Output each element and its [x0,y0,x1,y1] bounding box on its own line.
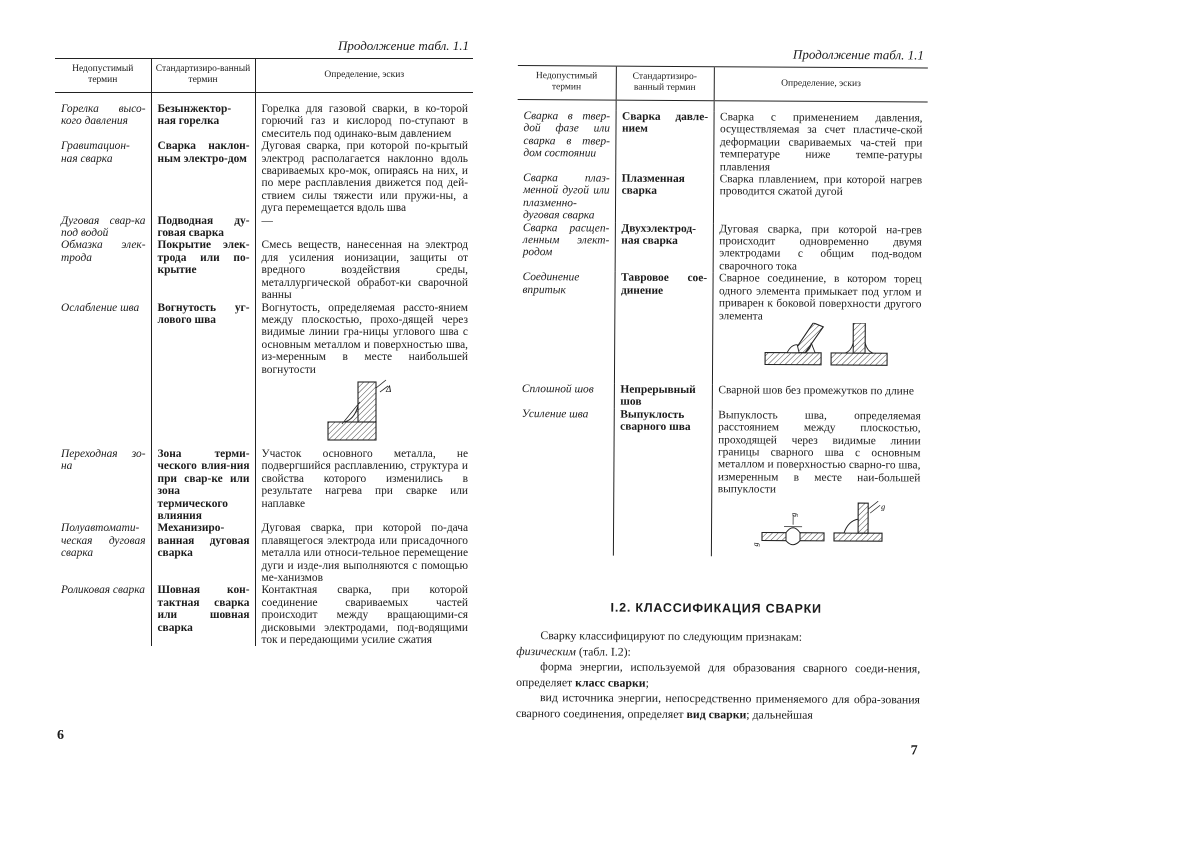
header-standard-term: Стандартизиро-ванный термин [151,59,255,93]
banned-term: Усиление шва [521,407,589,421]
standard-term: Подводная ду-говая сварка [151,215,255,240]
sketch-label: g [788,512,798,517]
body-paragraph: форма энергии, используемой для образования сварного соеди-нения, определяет класс сварки; [516,659,921,690]
banned-term: Гравитацион-ная сварка [61,140,130,165]
definition: Сварка с применением давления, осуществляемая за счет пластиче-ской деформации свариваемых ча-стей при температуре ниже темпе-ратуры плавления [713,111,927,174]
header-banned-term: Недопустимый термин [518,65,616,100]
weld-reinforcement-sketch [717,496,919,557]
terms-table [55,58,473,646]
sketch-label: Δ [385,383,391,394]
definition: Контактная сварка, при которой соединение свариваемых частей происходит между вращающими-ся дисковыми электродами, под-водящими ток и передающими усилие сжатия [255,584,473,646]
banned-term: Дуговая свар-ка под водой [61,214,146,240]
table-header-row [55,59,473,93]
header-definition: Определение, эскиз [255,59,473,93]
table-row [55,302,473,448]
section-body [516,628,921,724]
table-row [517,172,927,224]
standard-term: Зона терми-ческого влия-ния при свар-ке или зона термического влияния [151,448,255,522]
definition: Сварка плавлением, при которой нагрев проводится сжатой дугой [713,173,927,224]
standard-term: Механизиро-ванная дуговая сварка [151,522,255,584]
standard-term: Вогнутость уг-лового шва [151,302,255,448]
standard-term: Безынжектор-ная горелка [151,103,255,140]
table-row [55,239,473,301]
definition-dash: — [261,214,273,227]
banned-term: Сварка в твер-дой фазе или сварка в твер-дом состоянии [523,110,611,160]
header-standard-term: Стандартизиро-ванный термин [616,66,714,101]
table-row [55,584,473,646]
definition: Сварное соединение, в котором торец одного элемента примыкает под углом и приварен к боковой поверхности другого элемента [718,272,922,323]
header-banned-term: Недопустимый термин [55,59,151,93]
table-row [515,408,926,557]
banned-term: Горелка высо-кого давления [61,103,146,128]
header-definition: Определение, эскиз [714,67,928,102]
standard-term: Выпуклость сварного шва [613,408,712,555]
table-continuation-caption: Продолжение табл. 1.1 [792,46,924,63]
standard-term: Сварка давле-нием [615,111,713,174]
standard-term: Сварка наклон-ным электро-дом [151,140,255,214]
banned-term: Соединение впритык [522,271,580,296]
body-paragraph: физическим (табл. I.2): [516,643,631,659]
body-paragraph: вид источника энергии, непосредственно применяемого для обра-зования сварного соединения, определяет вид сварки; дальнейшая [515,690,921,722]
right-page [513,45,928,837]
table-row [516,271,927,385]
table-row [516,383,926,410]
definition: Вогнутость, определяемая рассто-янием между плоскостью, прохо-дящей через видимые линии гра-ницы углового шва с основным металлом и поверхностью шва, из-меренным в месте наибольшей вогнутости [261,301,468,376]
sketch-label: g [750,541,760,547]
definition: Дуговая сварка, при которой по-крытый электрод располагается наклонно вдоль свариваемых кро-мок, опираясь на них, и по мере расплавления движется под дей-ствием силы тяжести или пружи-ны, а дуга перемещается вдоль шва [255,140,473,214]
table-row [55,140,473,214]
fillet-weld-concavity-sketch [262,376,468,448]
standard-term: Шовная кон-тактная сварка или шовная сварка [151,584,255,646]
banned-term: Роликовая сварка [61,584,145,597]
table-row [517,110,927,175]
definition: Сварной шов без промежутков по длине [712,384,926,410]
page-number: 7 [910,743,918,759]
standard-term: Двухэлектрод-ная сварка [615,222,713,272]
section-title: I.2. КЛАССИФИКАЦИЯ СВАРКИ [610,600,822,616]
standard-term: Плазменная сварка [615,173,713,223]
standard-term: Тавровое сое-динение [614,272,713,384]
standard-term: Покрытие элек-трода или по-крытие [151,239,255,301]
definition: Смесь веществ, нанесенная на электрод для усиления ионизации, защиты от вредного воздействия среды, металлургической обработ-ки сварочной ванны [255,239,473,301]
definition: Горелка для газовой сварки, в ко-торой горючий газ и кислород по-ступают в смеситель под одинако-вым давлением [255,103,473,140]
banned-term: Сплошной шов [521,382,594,396]
definition: Дуговая сварка, при которой на-грев происходит одновременно двумя электродами с общим под-водом сварочного тока [713,223,927,274]
table-row [55,448,473,522]
banned-term: Ослабление шва [61,301,140,314]
definition: Участок основного металла, не подвергшийся расплавлению, структура и свойства которого изменились в результате нагрева при сварке или наплавке [255,448,473,522]
terms-table [515,65,928,557]
banned-term: Полуавтомати-ческая дуговая сварка [61,522,146,560]
banned-term: Переходная зо-на [61,447,146,473]
body-paragraph: Сварку классифицируют по следующим признакам: [540,628,803,644]
standard-term: Непрерывный шов [614,383,712,408]
table-row [517,222,927,274]
banned-term: Обмазка элек-трода [61,239,146,264]
banned-term: Сварка расщеп-ленным элект-родом [522,221,610,259]
definition: Выпуклость шва, определяемая расстоянием между плоскостью, проходящей через видимые линии границы сварного шва с основным металлом и поверхностью сварно-го шва, измеренным в месте наи-большей выпуклости [717,408,921,496]
table-header-row [518,65,928,102]
sketch-label: g [880,501,885,511]
left-page [55,38,473,828]
table-continuation-caption: Продолжение табл. 1.1 [338,38,469,53]
page-number: 6 [57,728,64,743]
banned-term: Сварка плаз-менной дугой или плазменно-дуговая сварка [522,172,610,222]
definition: Дуговая сварка, при которой по-дача плавящегося электрода или присадочного металла или относи-тельное перемещение дуги и изде-лия выполняются с помощью ме-ханизмов [255,522,473,584]
tee-joint-sketch [718,322,920,385]
table-row [55,522,473,584]
table-row [55,103,473,140]
table-row [55,215,473,240]
